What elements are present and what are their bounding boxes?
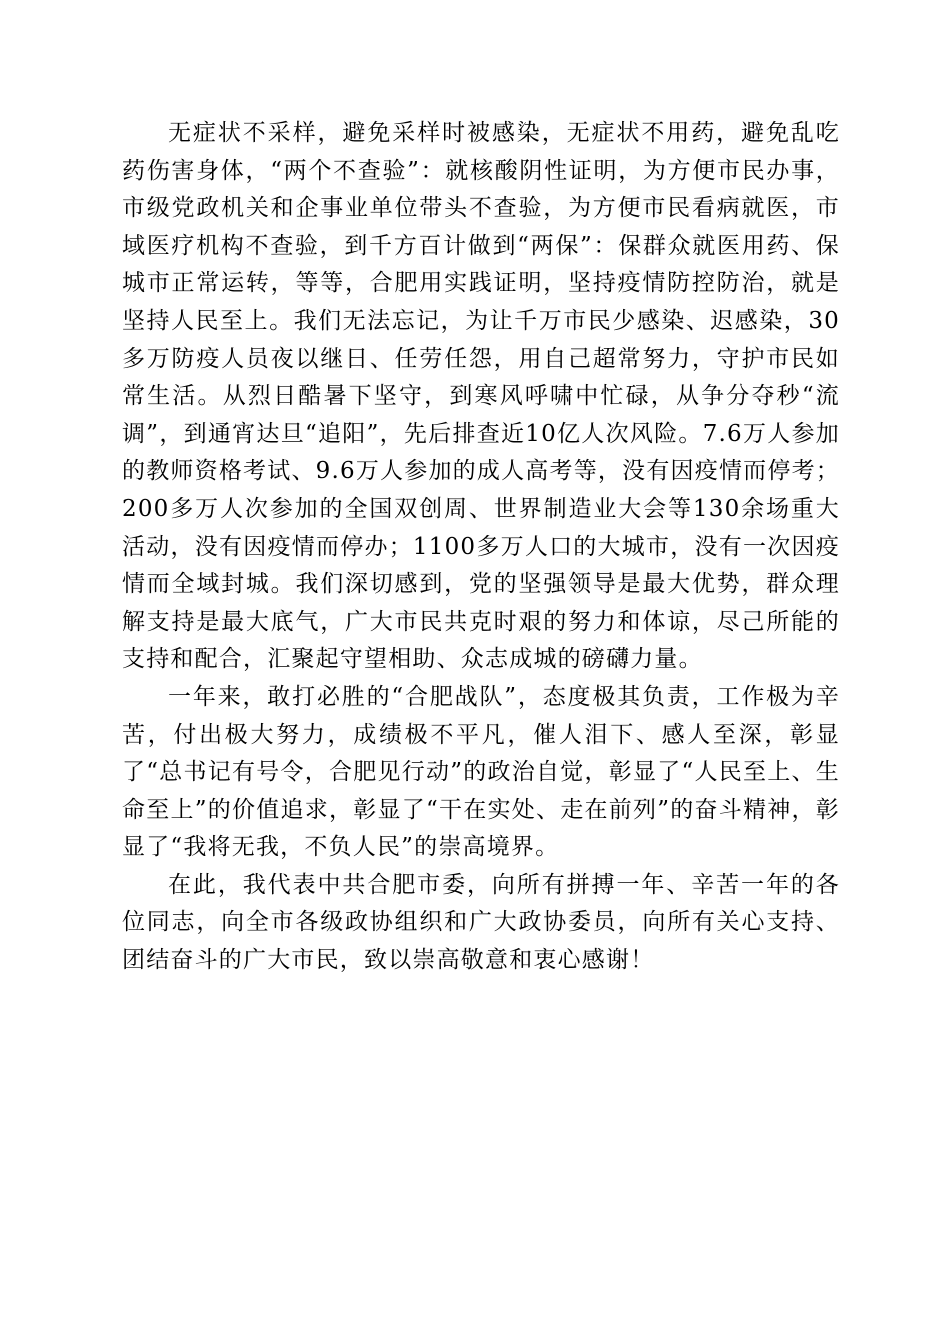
paragraph-3: 在此，我代表中共合肥市委，向所有拼搏一年、辛苦一年的各位同志，向全市各级政协组织和广大政协委员，向所有关心支持、团结奋斗的广大市民，致以崇高敬意和衷心感谢！ [122,871,840,974]
paragraph-1: 无症状不采样，避免采样时被感染，无症状不用药，避免乱吃药伤害身体，“两个不查验”：就核酸阴性证明，为方便市民办事，市级党政机关和企事业单位带头不查验，为方便市民看病就医，市域医疗机构不查验，到千方百计做到“两保”：保群众就医用药、保城市正常运转，等等，合肥用实践证明，坚持疫情防控防治，就是坚持人民至上。我们无法忘记，为让千万市民少感染、迟感染，30多万防疫人员夜以继日、任劳任怨，用自己超常努力，守护市民如常生活。从烈日酷暑下坚守，到寒风呼啸中忙碌，从争分夺秒“流调”，到通宵达旦“追阳”，先后排查近10亿人次风险。7.6万人参加的教师资格考试、9.6万人参加的成人高考等，没有因疫情而停考；200多万人次参加的全国双创周、世界制造业大会等130余场重大活动，没有因疫情而停办；1100多万人口的大城市，没有一次因疫情而全域封城。我们深切感到，党的坚强领导是最大优势，群众理解支持是最大底气，广大市民共克时艰的努力和体谅，尽己所能的支持和配合，汇聚起守望相助、众志成城的磅礴力量。 [122,120,840,673]
document-body [122,115,840,980]
paragraph-2: 一年来，敢打必胜的“合肥战队”，态度极其负责，工作极为辛苦，付出极大努力，成绩极不平凡，催人泪下、感人至深，彰显了“总书记有号令，合肥见行动”的政治自觉，彰显了“人民至上、生命至上”的价值追求，彰显了“干在实处、走在前列”的奋斗精神，彰显了“我将无我，不负人民”的崇高境界。 [122,683,840,861]
